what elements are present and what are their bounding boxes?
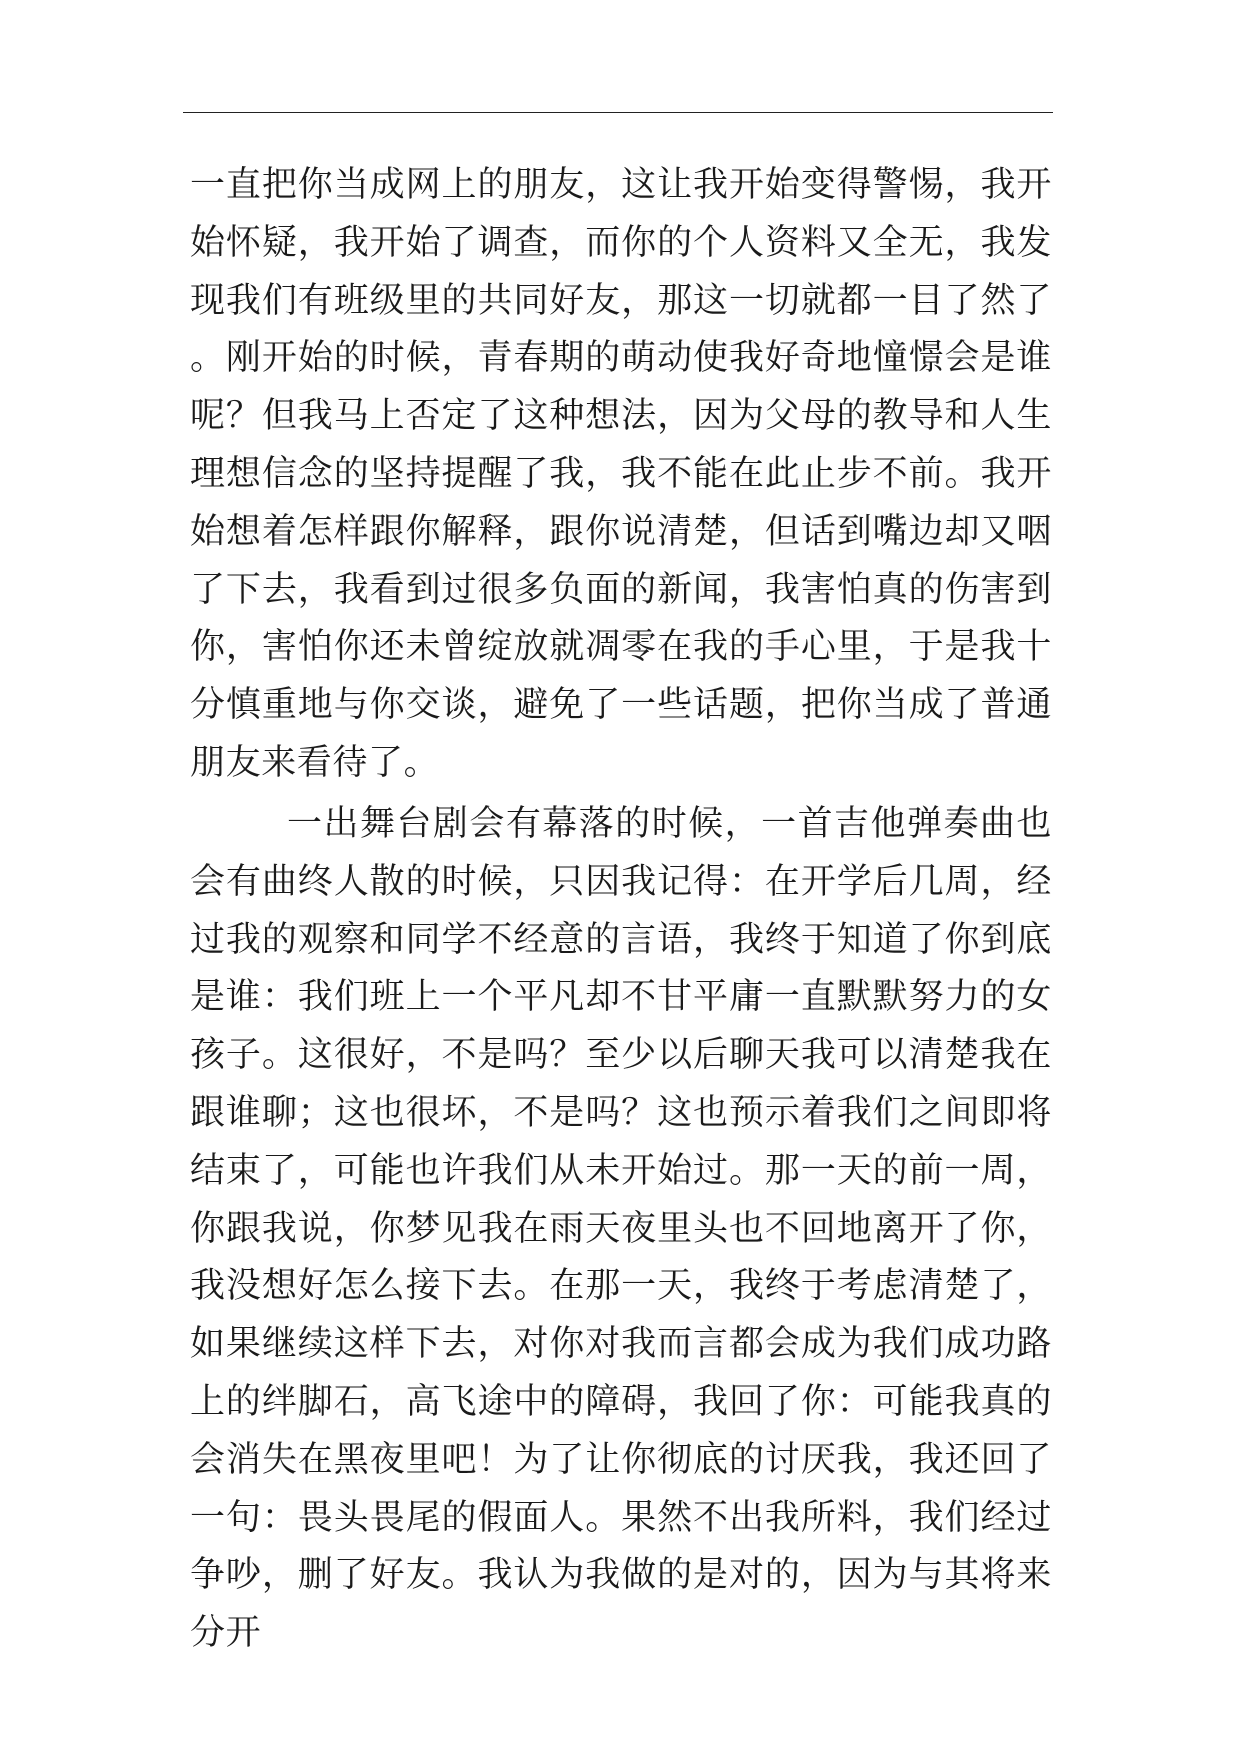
body-paragraph-1: 一直把你当成网上的朋友，这让我开始变得警惕，我开始怀疑，我开始了调查，而你的个人资料又全无，我发现我们有班级里的共同好友，那这一切就都一目了然了。刚开始的时候，青春期的萌动使我好奇地憧憬会是谁呢？但我马上否定了这种想法，因为父母的教导和人生理想信念的坚持提醒了我，我不能在此止步不前。我开始想着怎样跟你解释，跟你说清楚，但话到嘴边却又咽了下去，我看到过很多负面的新闻，我害怕真的伤害到你，害怕你还未曾绽放就凋零在我的手心里，于是我十分慎重地与你交谈，避免了一些话题，把你当成了普通朋友来看待了。 — [190, 165, 1052, 783]
body-paragraph-2: 一出舞台剧会有幕落的时候，一首吉他弹奏曲也会有曲终人散的时候，只因我记得：在开学后几周，经过我的观察和同学不经意的言语，我终于知道了你到底是谁：我们班上一个平凡却不甘平庸一直默默努力的女孩子。这很好，不是吗？至少以后聊天我可以清楚我在跟谁聊；这也很坏，不是吗？这也预示着我们之间即将结束了，可能也许我们从未开始过。那一天的前一周，你跟我说，你梦见我在雨天夜里头也不回地离开了你，我没想好怎么接下去。在那一天，我终于考虑清楚了，如果继续这样下去，对你对我而言都会成为我们成功路上的绊脚石，高飞途中的障碍，我回了你：可能我真的会消失在黑夜里吧！为了让你彻底的讨厌我，我还回了一句：畏头畏尾的假面人。果然不出我所料，我们经过争吵，删了好友。我认为我做的是对的，因为与其将来分开 — [190, 804, 1052, 1654]
header-rule — [183, 112, 1053, 113]
